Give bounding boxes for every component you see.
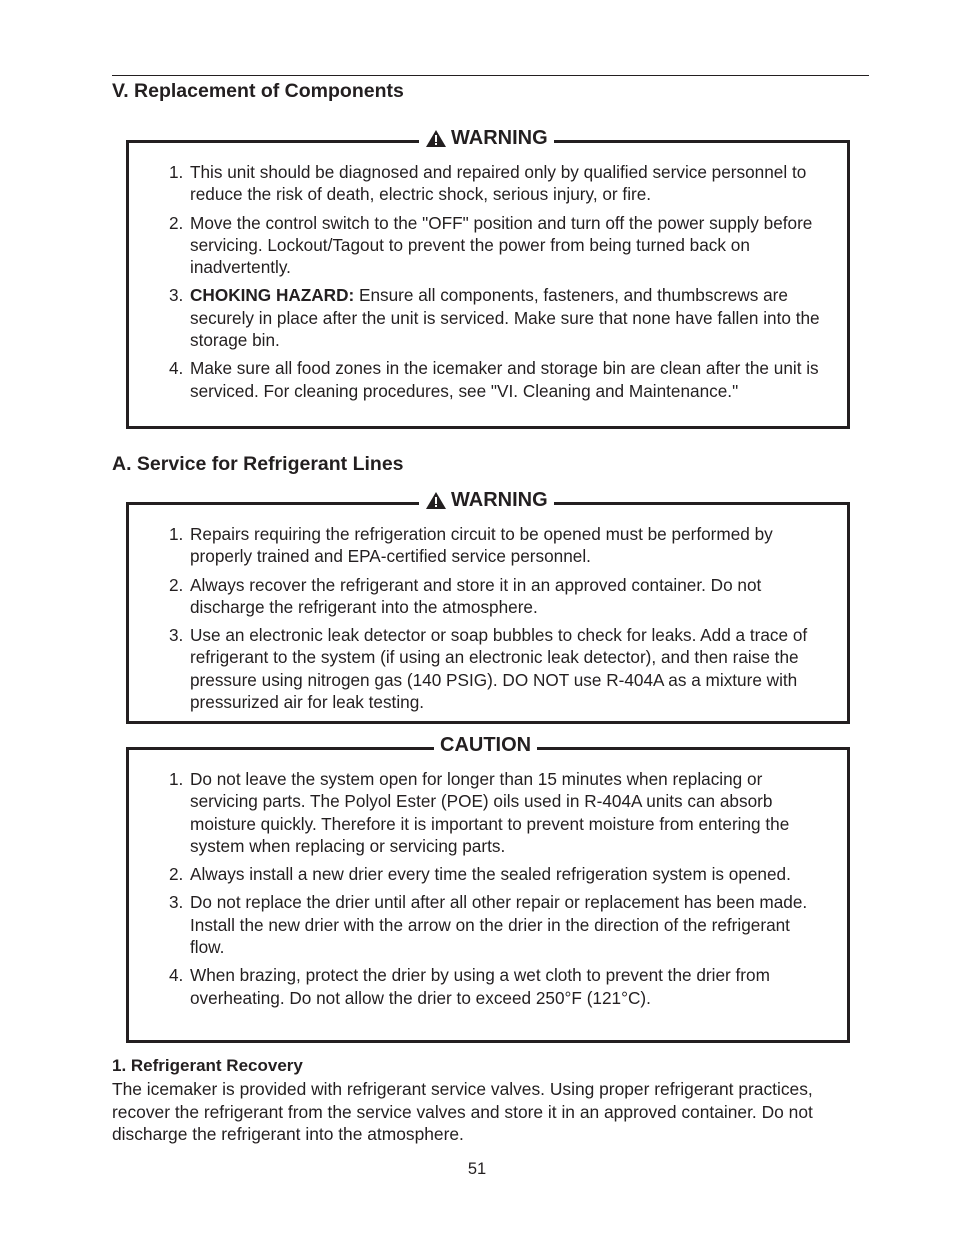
item-text: Make sure all food zones in the icemaker and storage bin are clean after the unit is serviced. For cleaning procedures, see "VI. Cleaning and Maintenance." — [190, 358, 819, 401]
warning-list — [169, 523, 829, 719]
list-item — [169, 624, 829, 713]
warning-list — [169, 161, 829, 408]
warning-triangle-icon — [425, 129, 447, 148]
item-number: 4. — [169, 358, 184, 379]
list-item — [169, 357, 829, 402]
subsection-title: A. Service for Refrigerant Lines — [112, 453, 404, 475]
list-item — [169, 863, 829, 885]
caution-list — [169, 768, 829, 1015]
item-number: 3. — [169, 625, 184, 646]
item-text: When brazing, protect the drier by using a wet cloth to prevent the drier from overheating. Do not allow the drier to exceed 250°F (121°C). — [190, 965, 770, 1008]
item-number: 3. — [169, 285, 184, 306]
caution-title: CAUTION — [440, 733, 532, 756]
item-number: 3. — [169, 892, 184, 913]
list-item — [169, 891, 829, 958]
list-item — [169, 212, 829, 279]
list-item — [169, 574, 829, 619]
caution-box — [126, 733, 850, 1043]
warning-title: WARNING — [451, 126, 548, 149]
item-number: 4. — [169, 965, 184, 986]
recovery-title: 1. Refrigerant Recovery — [112, 1056, 303, 1075]
item-text: Do not replace the drier until after all other repair or replacement has been made. Install the new drier with the arrow on the drier in the direction of the refrigerant flow. — [190, 892, 808, 958]
page-number: 51 — [467, 1160, 487, 1178]
item-number: 2. — [169, 574, 184, 595]
item-number: 1. — [169, 524, 184, 544]
warning-label — [419, 123, 554, 153]
list-item — [169, 161, 829, 206]
warning-box-replacement — [126, 126, 850, 429]
item-text: Ensure all components, fasteners, and thumbscrews are securely in place after the unit is serviced. Make sure that none have fallen into the storage bin. — [190, 285, 820, 351]
caution-label — [434, 730, 537, 760]
recovery-paragraph: The icemaker is provided with refrigerant service valves. Using proper refrigerant practices, recover the refrigerant from the service valves and store it in an approved container. Do not discharge the refrigerant into the atmosphere. — [112, 1079, 813, 1144]
warning-title: WARNING — [451, 488, 548, 511]
item-text: Use an electronic leak detector or soap bubbles to check for leaks. Add a trace of refrigerant to the system (if using an electronic leak detector), and then raise the pressure using nitrogen gas (140 PSIG). DO NOT use R-404A as a mixture with pressurized air for leak testing. — [190, 625, 808, 713]
item-text: Always install a new drier every time the sealed refrigeration system is opened. — [190, 864, 791, 885]
item-text: Repairs requiring the refrigeration circuit to be opened must be performed by properly trained and EPA-certified service personnel. — [190, 524, 773, 567]
item-number: 1. — [169, 769, 184, 789]
item-text: Always recover the refrigerant and store it in an approved container. Do not discharge the refrigerant into the atmosphere. — [190, 574, 762, 617]
item-text: This unit should be diagnosed and repaired only by qualified service personnel to reduce the risk of death, electric shock, serious injury, or fire. — [190, 162, 807, 205]
warning-box-refrigerant — [126, 488, 850, 724]
item-number: 2. — [169, 212, 184, 233]
item-number: 1. — [169, 162, 184, 182]
list-item — [169, 964, 829, 1009]
item-bold-label: CHOKING HAZARD: — [190, 285, 355, 306]
section-title: V. Replacement of Components — [112, 80, 404, 102]
item-number: 2. — [169, 864, 184, 885]
item-text: Move the control switch to the "OFF" position and turn off the power supply before servicing. Lockout/Tagout to prevent the power from being turned back on inadvertently. — [190, 212, 813, 278]
list-item — [169, 523, 829, 568]
warning-triangle-icon — [425, 491, 447, 510]
warning-label — [419, 485, 554, 515]
list-item — [169, 768, 829, 857]
top-rule — [112, 75, 869, 76]
list-item — [169, 284, 829, 351]
item-text: Do not leave the system open for longer than 15 minutes when replacing or servicing parts. The Polyol Ester (POE) oils used in R-404A units can absorb moisture quickly. Therefore it is important to prevent moisture from entering the system when replacing or servicing parts. — [190, 769, 790, 856]
